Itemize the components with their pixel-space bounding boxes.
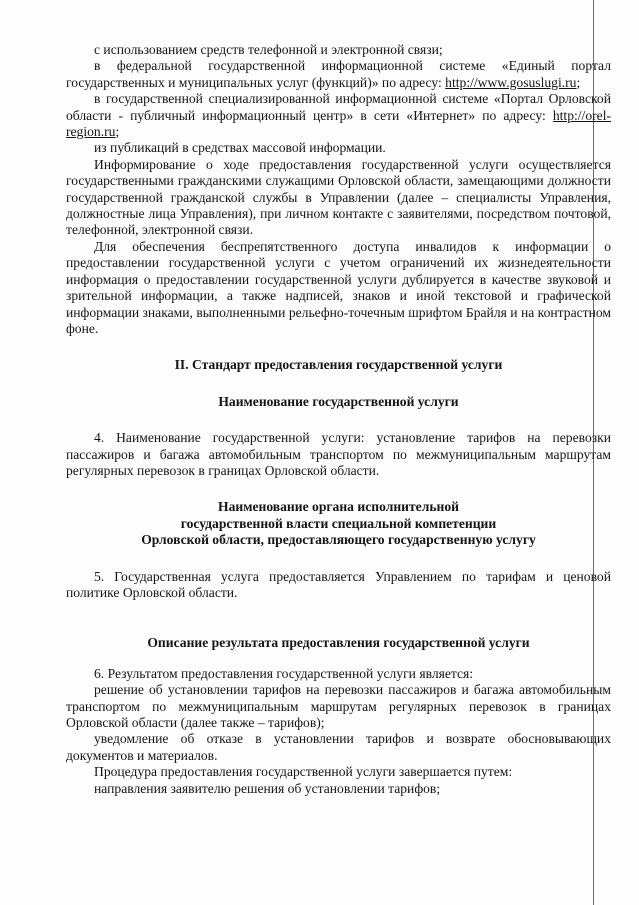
paragraph-orel-portal <box>66 91 611 140</box>
section-heading-standard: II. Стандарт предоставления государственной услуги <box>174 357 503 373</box>
document-body <box>66 42 611 797</box>
subheading-authority-line2: государственной власти специальной компетенции <box>180 515 497 531</box>
paragraph-refusal: уведомление об отказе в установлении тарифов и возврате обосновывающих документов и материалов. <box>66 731 611 763</box>
subheading-authority-line3: Орловской области, предоставляющего государственную услугу <box>141 532 536 548</box>
paragraph-sending-decision: направления заявителю решения об установлении тарифов; <box>94 780 441 796</box>
paragraph-item-4: 4. Наименование государственной услуги: установление тарифов на перевозки пассажиров и багажа автомобильным транспортом по межмуниципальным маршрутам регулярных перевозок в границах Орловской области. <box>66 430 611 478</box>
paragraph-accessibility: Для обеспечения беспрепятственного доступа инвалидов к информации о предоставлении государственной услуги с учетом ограничений их жизнедеятельности информация о предоставлении государственной услуги дублируется в качестве звуковой и зрительной информации, а также надписей, знаков и иной текстовой и графической информации знаками, выполненными рельефно-точечным шрифтом Брайля и на контрастном фоне. <box>66 238 611 336</box>
paragraph-mass-media: из публикаций в средствах массовой информации. <box>94 140 386 156</box>
subheading-result: Описание результата предоставления государственной услуги <box>147 635 530 651</box>
paragraph-text: в федеральной государственной информационной системе «Единый портал государственных и муниципальных услуг (функций)» по адресу: <box>66 58 611 90</box>
orel-region-link[interactable]: http://orel-region.ru <box>66 107 611 140</box>
subheading-service-name: Наименование государственной услуги <box>218 393 459 409</box>
paragraph-item-6: 6. Результатом предоставления государственной услуги является: <box>94 665 474 681</box>
paragraph-procedure: Процедура предоставления государственной услуги завершается путем: <box>94 764 513 780</box>
gosuslugi-link[interactable]: http://www.gosuslugi.ru <box>445 74 577 90</box>
paragraph-punct: ; <box>576 74 581 90</box>
paragraph-decision: решение об установлении тарифов на перевозки пассажиров и багажа автомобильным транспортом по межмуниципальным маршрутам регулярных перевозок в границах Орловской области (далее также – тарифов); <box>66 682 611 730</box>
paragraph-gosuslugi <box>66 58 611 91</box>
subheading-authority-line1: Наименование органа исполнительной <box>218 499 459 515</box>
paragraph-text: в государственной специализированной информационной системе «Портал Орловской области - публичный информационный центр» в сети «Интернет» по адресу: <box>66 91 611 123</box>
paragraph-informing: Информирование о ходе предоставления государственной услуги осуществляется государственными гражданскими служащими Орловской области, замещающими должности государственной гражданской службы в Управлении (далее – специалисты Управления, должностные лица Управления), при личном контакте с заявителями, посредством почтовой, телефонной, электронной связи. <box>66 156 611 238</box>
paragraph-punct: ; <box>115 124 120 140</box>
paragraph-item-5: 5. Государственная услуга предоставляется Управлением по тарифам и ценовой политике Орловской области. <box>66 568 611 600</box>
paragraph-phone-email: с использованием средств телефонной и электронной связи; <box>94 42 443 57</box>
